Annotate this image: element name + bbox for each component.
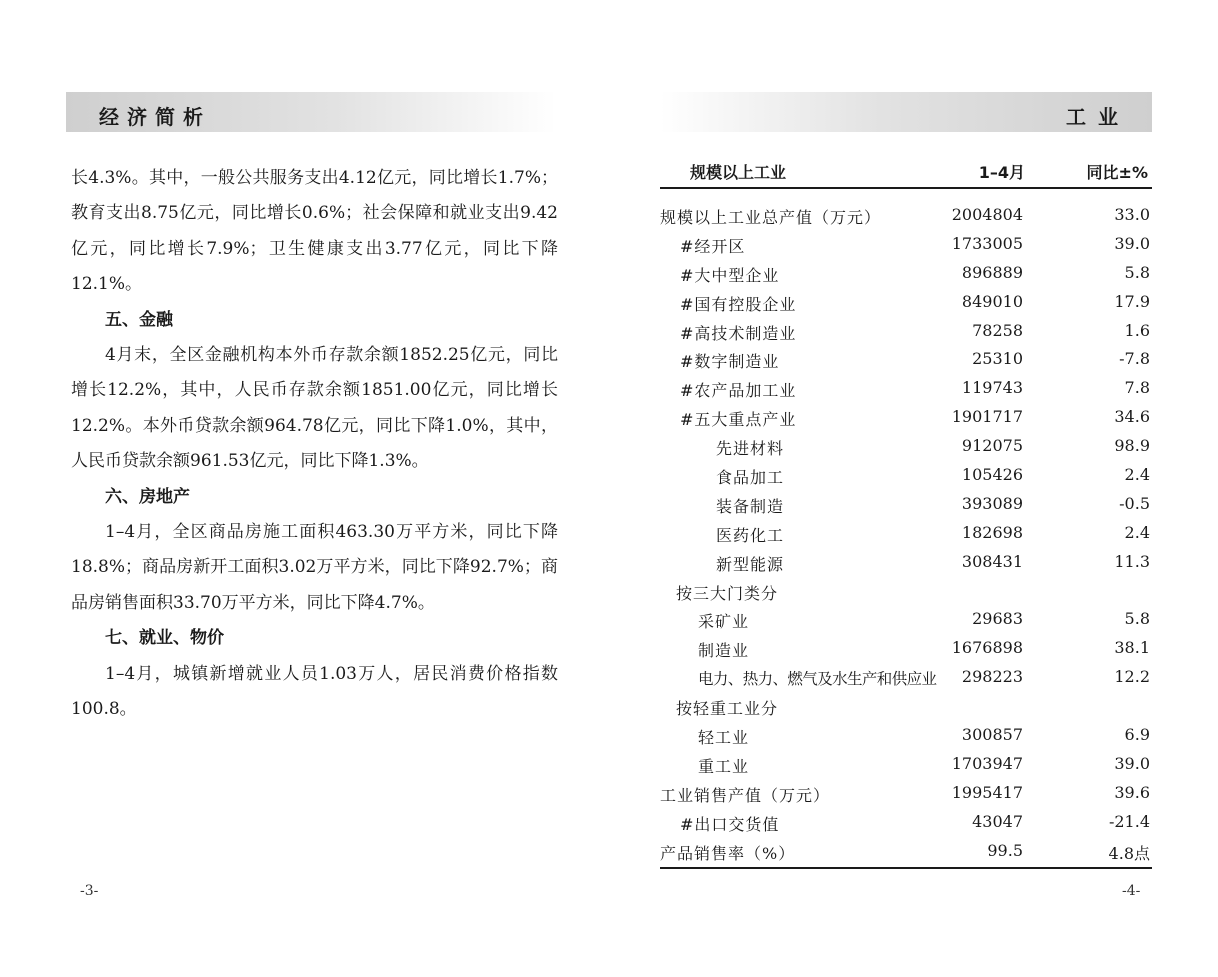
table-row (660, 635, 1152, 664)
right-page-header (660, 92, 1152, 132)
paragraph-employment-prices: 1–4月，城镇新增就业人员1.03万人，居民消费价格指数100.8。 (71, 663, 558, 720)
row-change: 6.9 (1124, 725, 1150, 745)
industry-table (660, 150, 1152, 869)
row-change: 5.8 (1124, 609, 1150, 629)
table-row (660, 318, 1152, 347)
table-header-change: 同比±% (1086, 163, 1148, 182)
row-label: 制造业 (698, 641, 750, 661)
row-change: 33.0 (1114, 205, 1150, 224)
left-page-header (66, 92, 556, 132)
row-label: #国有控股企业 (680, 294, 797, 314)
table-row (660, 751, 1152, 780)
row-label: 新型能源 (716, 554, 785, 574)
row-label: #大中型企业 (680, 265, 780, 285)
table-row (660, 549, 1152, 578)
row-change: 98.9 (1114, 436, 1150, 456)
row-label: 按轻重工业分 (676, 699, 779, 719)
row-change: 11.3 (1114, 551, 1150, 571)
table-row (660, 260, 1152, 289)
row-value: 78258 (972, 320, 1023, 340)
row-change: -0.5 (1119, 493, 1150, 513)
table-row (660, 404, 1152, 433)
row-value: 99.5 (987, 840, 1023, 860)
row-label: #五大重点产业 (680, 410, 797, 430)
paragraph-real-estate: 1–4月，全区商品房施工面积463.30万平方米，同比下降18.8%；商品房新开工面积3.02万平方米，同比下降92.7%；商品房销售面积33.70万平方米，同比下降4.7%。 (71, 522, 558, 613)
table-header (660, 150, 1152, 189)
table-row (660, 520, 1152, 549)
row-label: 食品加工 (716, 468, 785, 488)
left-page-body (71, 161, 558, 728)
row-change: 39.0 (1114, 753, 1150, 773)
row-value: 849010 (961, 291, 1023, 311)
table-row (660, 809, 1152, 838)
section-heading-employment-prices: 七、就业、物价 (105, 628, 224, 649)
row-label: #农产品加工业 (680, 381, 797, 401)
row-label: 装备制造 (716, 496, 785, 516)
table-row (660, 231, 1152, 260)
row-value: 25310 (972, 349, 1023, 369)
row-change: 5.8 (1124, 262, 1150, 282)
row-change: 2.4 (1124, 465, 1150, 485)
table-header-value: 1–4月 (978, 163, 1025, 182)
table-row (660, 346, 1152, 375)
row-label: #高技术制造业 (680, 323, 797, 343)
row-change: 17.9 (1114, 291, 1150, 311)
row-value: 29683 (972, 609, 1023, 629)
table-row (660, 375, 1152, 404)
table-row-group-heading (660, 578, 1152, 607)
table-row (660, 722, 1152, 751)
row-label: #出口交货值 (680, 814, 780, 834)
table-row (660, 462, 1152, 491)
table-header-name: 规模以上工业 (690, 163, 787, 182)
row-label: #数字制造业 (680, 352, 780, 372)
row-value: 912075 (961, 436, 1023, 456)
row-label: 工业销售产值（万元） (660, 785, 831, 805)
row-value: 119743 (961, 378, 1023, 398)
row-value: 1995417 (951, 782, 1023, 802)
table-row (660, 433, 1152, 462)
row-label: 重工业 (698, 756, 750, 776)
right-page-header-title: 工业 (1066, 105, 1130, 129)
left-page-header-title: 经济简析 (99, 105, 211, 129)
table-row (660, 606, 1152, 635)
row-label: 医药化工 (716, 525, 785, 545)
left-page-number: -3- (80, 883, 99, 899)
row-label: #经开区 (680, 236, 746, 256)
paragraph-finance: 4月末，全区金融机构本外币存款余额1852.25亿元，同比增长12.2%，其中，人民币存款余额1851.00亿元，同比增长12.2%。本外币贷款余额964.78亿元，同比下降1.0%，其中，人民币贷款余额961.53亿元，同比下降1.3%。 (71, 345, 558, 472)
row-label: 电力、热力、燃气及水生产和供应业 (698, 670, 937, 689)
row-change: 12.2 (1114, 667, 1150, 687)
row-change: 7.8 (1124, 378, 1150, 398)
table-row-group-heading (660, 693, 1152, 722)
table-row (660, 202, 1152, 231)
row-value: 300857 (961, 725, 1023, 745)
table-row (660, 838, 1152, 867)
row-value: 1901717 (951, 407, 1023, 427)
row-value: 43047 (972, 811, 1023, 831)
row-label: 按三大门类分 (676, 583, 779, 603)
row-change: 38.1 (1114, 638, 1150, 658)
row-value: 298223 (961, 667, 1023, 687)
table-row (660, 289, 1152, 318)
table-row (660, 780, 1152, 809)
row-value: 1703947 (951, 753, 1023, 773)
row-value: 1733005 (951, 233, 1023, 253)
row-change: 34.6 (1114, 407, 1150, 427)
row-value: 308431 (961, 551, 1023, 571)
row-value: 896889 (961, 262, 1023, 282)
table-body (660, 189, 1152, 869)
row-value: 1676898 (951, 638, 1023, 658)
row-change: 2.4 (1124, 522, 1150, 542)
section-heading-finance: 五、金融 (105, 309, 173, 330)
row-change: -7.8 (1119, 349, 1150, 369)
row-label: 规模以上工业总产值（万元） (660, 208, 882, 227)
row-value: 105426 (961, 465, 1023, 485)
row-change: 4.8点 (1108, 843, 1150, 863)
row-change: 39.6 (1114, 782, 1150, 802)
row-change: -21.4 (1108, 811, 1150, 831)
row-label: 轻工业 (698, 728, 750, 748)
row-change: 1.6 (1124, 320, 1150, 340)
table-row (660, 664, 1152, 693)
row-label: 采矿业 (698, 612, 750, 632)
row-label: 产品销售率（%） (660, 843, 796, 863)
row-value: 393089 (961, 493, 1023, 513)
table-row (660, 491, 1152, 520)
section-heading-real-estate: 六、房地产 (105, 486, 190, 507)
row-label: 先进材料 (716, 439, 785, 459)
row-value: 2004804 (951, 205, 1023, 224)
right-page-number: -4- (1122, 883, 1141, 899)
row-value: 182698 (961, 522, 1023, 542)
paragraph-fiscal-continued: 长4.3%。其中，一般公共服务支出4.12亿元，同比增长1.7%；教育支出8.75亿元，同比增长0.6%；社会保障和就业支出9.42亿元，同比增长7.9%；卫生健康支出3.77亿元，同比下降12.1%。 (71, 168, 558, 295)
row-change: 39.0 (1114, 233, 1150, 253)
